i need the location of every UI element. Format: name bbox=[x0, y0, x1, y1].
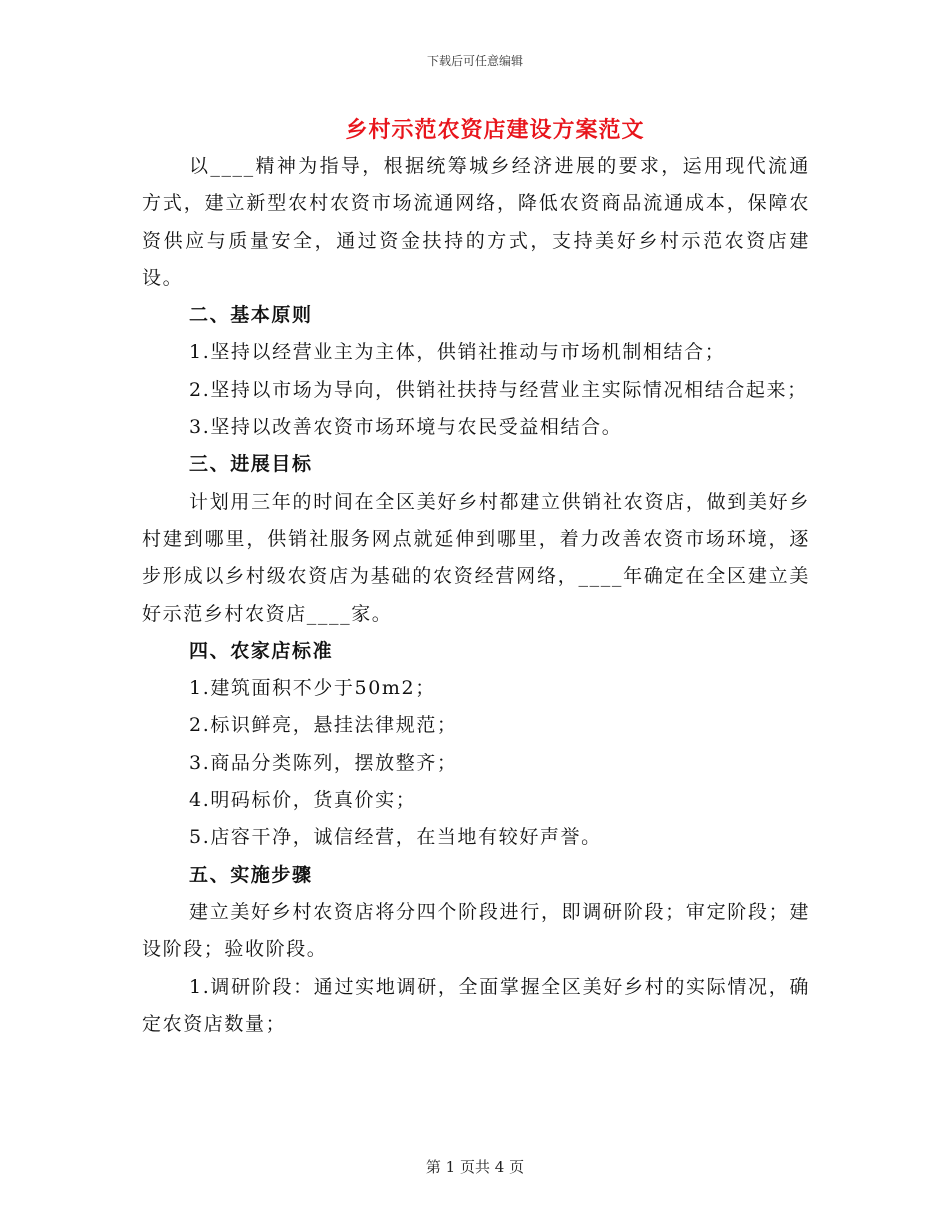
standard-item-5: 5.店容干净，诚信经营，在当地有较好声誉。 bbox=[189, 826, 602, 849]
intro-paragraph: 以____精神为指导，根据统筹城乡经济进展的要求，运用现代流通方式，建立新型农村农资市场流通网络，降低农资商品流通成本，保障农资供应与质量安全，通过资金扶持的方式，支持美好乡村示范农资店建设。 bbox=[142, 155, 810, 289]
document-body bbox=[142, 148, 810, 1043]
principle-item-3: 3.坚持以改善农资市场环境与农民受益相结合。 bbox=[189, 416, 623, 439]
section-heading-goals: 三、进展目标 bbox=[189, 453, 313, 476]
page-footer: 第 1 页共 4 页 bbox=[425, 1158, 525, 1176]
page-header: 下载后可任意编辑 bbox=[426, 54, 523, 68]
steps-paragraph: 建立美好乡村农资店将分四个阶段进行，即调研阶段；审定阶段；建设阶段；验收阶段。 bbox=[142, 900, 810, 961]
step-item-1: 1.调研阶段：通过实地调研，全面掌握全区美好乡村的实际情况，确定农资店数量； bbox=[142, 975, 810, 1035]
principle-item-1: 1.坚持以经营业主为主体，供销社推动与市场机制相结合； bbox=[189, 341, 726, 364]
standard-item-2: 2.标识鲜亮，悬挂法律规范； bbox=[189, 714, 458, 737]
section-heading-steps: 五、实施步骤 bbox=[189, 863, 313, 886]
standard-item-1: 1.建筑面积不少于50m2； bbox=[189, 677, 436, 700]
standard-item-3: 3.商品分类陈列，摆放整齐； bbox=[189, 751, 458, 774]
section-heading-principles: 二、基本原则 bbox=[189, 304, 313, 327]
document-title: 乡村示范农资店建设方案范文 bbox=[345, 117, 645, 143]
principle-item-2: 2.坚持以市场为导向，供销社扶持与经营业主实际情况相结合起来； bbox=[189, 378, 808, 401]
goals-paragraph: 计划用三年的时间在全区美好乡村都建立供销社农资店，做到美好乡村建到哪里，供销社服务网点就延伸到哪里，着力改善农资市场环境，逐步形成以乡村级农资店为基础的农资经营网络，____年确定在全区建立美好示范乡村农资店____家。 bbox=[142, 490, 810, 625]
standard-item-4: 4.明码标价，货真价实； bbox=[189, 789, 417, 812]
section-heading-standards: 四、农家店标准 bbox=[189, 639, 334, 662]
